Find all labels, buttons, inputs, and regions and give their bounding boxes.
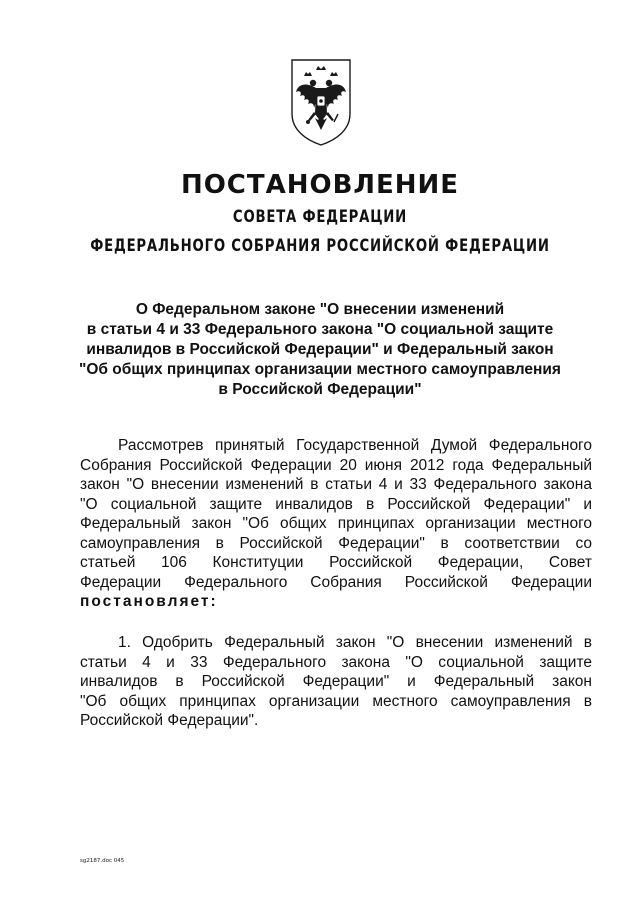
issuer-line-1: СОВЕТА ФЕДЕРАЦИИ bbox=[232, 207, 408, 227]
russian-coat-of-arms-icon bbox=[286, 56, 356, 148]
paragraph-line: Федерации Федерального Собрания Российской Федерации bbox=[80, 573, 592, 591]
subject-line: "Об общих принципах организации местного самоуправления bbox=[79, 361, 561, 378]
paragraph-line: "Об общих принципах организации местного самоуправления в bbox=[80, 692, 592, 710]
decree-word: постановляет: bbox=[80, 593, 218, 610]
subject-line: О Федеральном законе "О внесении изменений bbox=[135, 301, 505, 318]
subject-line: в статьи 4 и 33 Федерального закона "О социальной защите bbox=[86, 321, 554, 338]
document-subject bbox=[60, 300, 580, 400]
paragraph-line: Собрания Российской Федерации 20 июня 2012 года Федеральный bbox=[80, 456, 592, 474]
issuer-line-2: ФЕДЕРАЛЬНОГО СОБРАНИЯ РОССИЙСКОЙ ФЕДЕРАЦИИ bbox=[90, 236, 550, 256]
paragraph-preamble bbox=[80, 436, 592, 612]
paragraph-line: Российской Федерации". bbox=[80, 712, 259, 729]
paragraph-line: закон "О внесении изменений в статьи 4 и 33 Федерального закона bbox=[80, 476, 592, 493]
paragraph-line: Федеральный закон "Об общих принципах организации местного bbox=[80, 515, 592, 532]
paragraph-line: "О социальной защите инвалидов в Российской Федерации" и bbox=[80, 495, 592, 513]
paragraph-line: самоуправления в Российской Федерации" в соответствии со bbox=[80, 534, 592, 552]
paragraph-line: 1. Одобрить Федеральный закон "О внесении изменений в bbox=[118, 634, 592, 651]
footer-code: sg2187.doc 045 bbox=[80, 858, 125, 864]
subject-line: в Российской Федерации" bbox=[218, 381, 422, 398]
paragraph-line: инвалидов в Российской Федерации" и Федеральный закон bbox=[80, 673, 592, 690]
paragraph-item-1 bbox=[80, 633, 592, 731]
document-title: ПОСТАНОВЛЕНИЕ bbox=[180, 170, 460, 200]
paragraph-line: Рассмотрев принятый Государственной Думой Федерального bbox=[118, 437, 592, 454]
paragraph-line: статьей 106 Конституции Российской Федерации, Совет bbox=[80, 554, 592, 571]
paragraph-line: статьи 4 и 33 Федерального закона "О социальной защите bbox=[80, 653, 592, 671]
subject-line: инвалидов в Российской Федерации" и Федеральный закон bbox=[86, 341, 554, 358]
